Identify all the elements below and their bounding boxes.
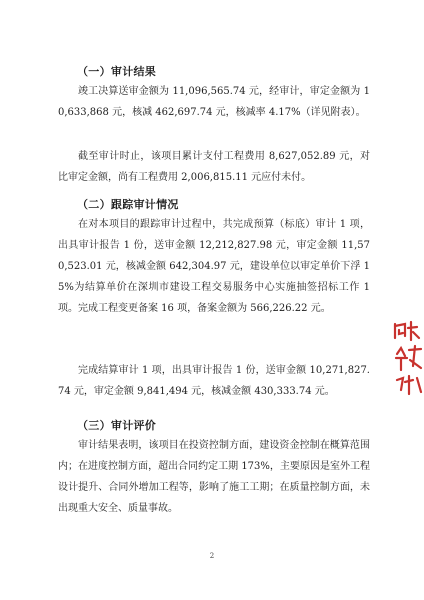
paragraph-payment-status: 截至审计时止，该项目累计支付工程费用 8,627,052.89 元，对比审定金额，尚有工程费用 2,006,815.11 元应付未付。 (58, 151, 370, 183)
paragraph-tracking-audit-budget: 在对本项目的跟踪审计过程中，共完成预算（标底）审计 1 项，出具审计报告 1 份，送审金额 12,212,827.98 元，审定金额 11,570,523.01 元，核减金额 642,304.97 元，建设单位以审定单价下浮 15%为结算单价在深圳市建设工程交易服务中心实施抽签招标工作 1 项。完成工程变更备案 16 项，备案金额为 566,226.22 元。 (58, 219, 370, 314)
page-number: 2 (209, 552, 215, 560)
paragraph-tracking-audit-settlement: 完成结算审计 1 项，出具审计报告 1 份，送审金额 10,271,827.74 元，审定金额 9,841,494 元，核减金额 430,333.74 元。 (58, 365, 370, 397)
paragraph-audit-evaluation: 审计结果表明，该项目在投资控制方面，建设资金控制在概算范围内；在进度控制方面，超出合同约定工期 173%，主要原因是室外工程设计提升、合同外增加工程等，影响了施工工期；在质量控制方面，未出现重大安全、质量事故。 (58, 440, 370, 514)
paragraph-audit-result-amounts: 竣工决算送审金额为 11,096,565.74 元，经审计，审定金额为 10,633,868 元，核减 462,697.74 元，核减率 4.17%（详见附表）。 (58, 86, 370, 118)
section-heading-audit-evaluation: （三）审计评价 (77, 419, 157, 432)
partial-red-seal-stamp (391, 318, 424, 396)
section-heading-tracking-audit: （二）跟踪审计情况 (77, 198, 179, 211)
section-heading-audit-result: （一）审计结果 (77, 65, 157, 78)
